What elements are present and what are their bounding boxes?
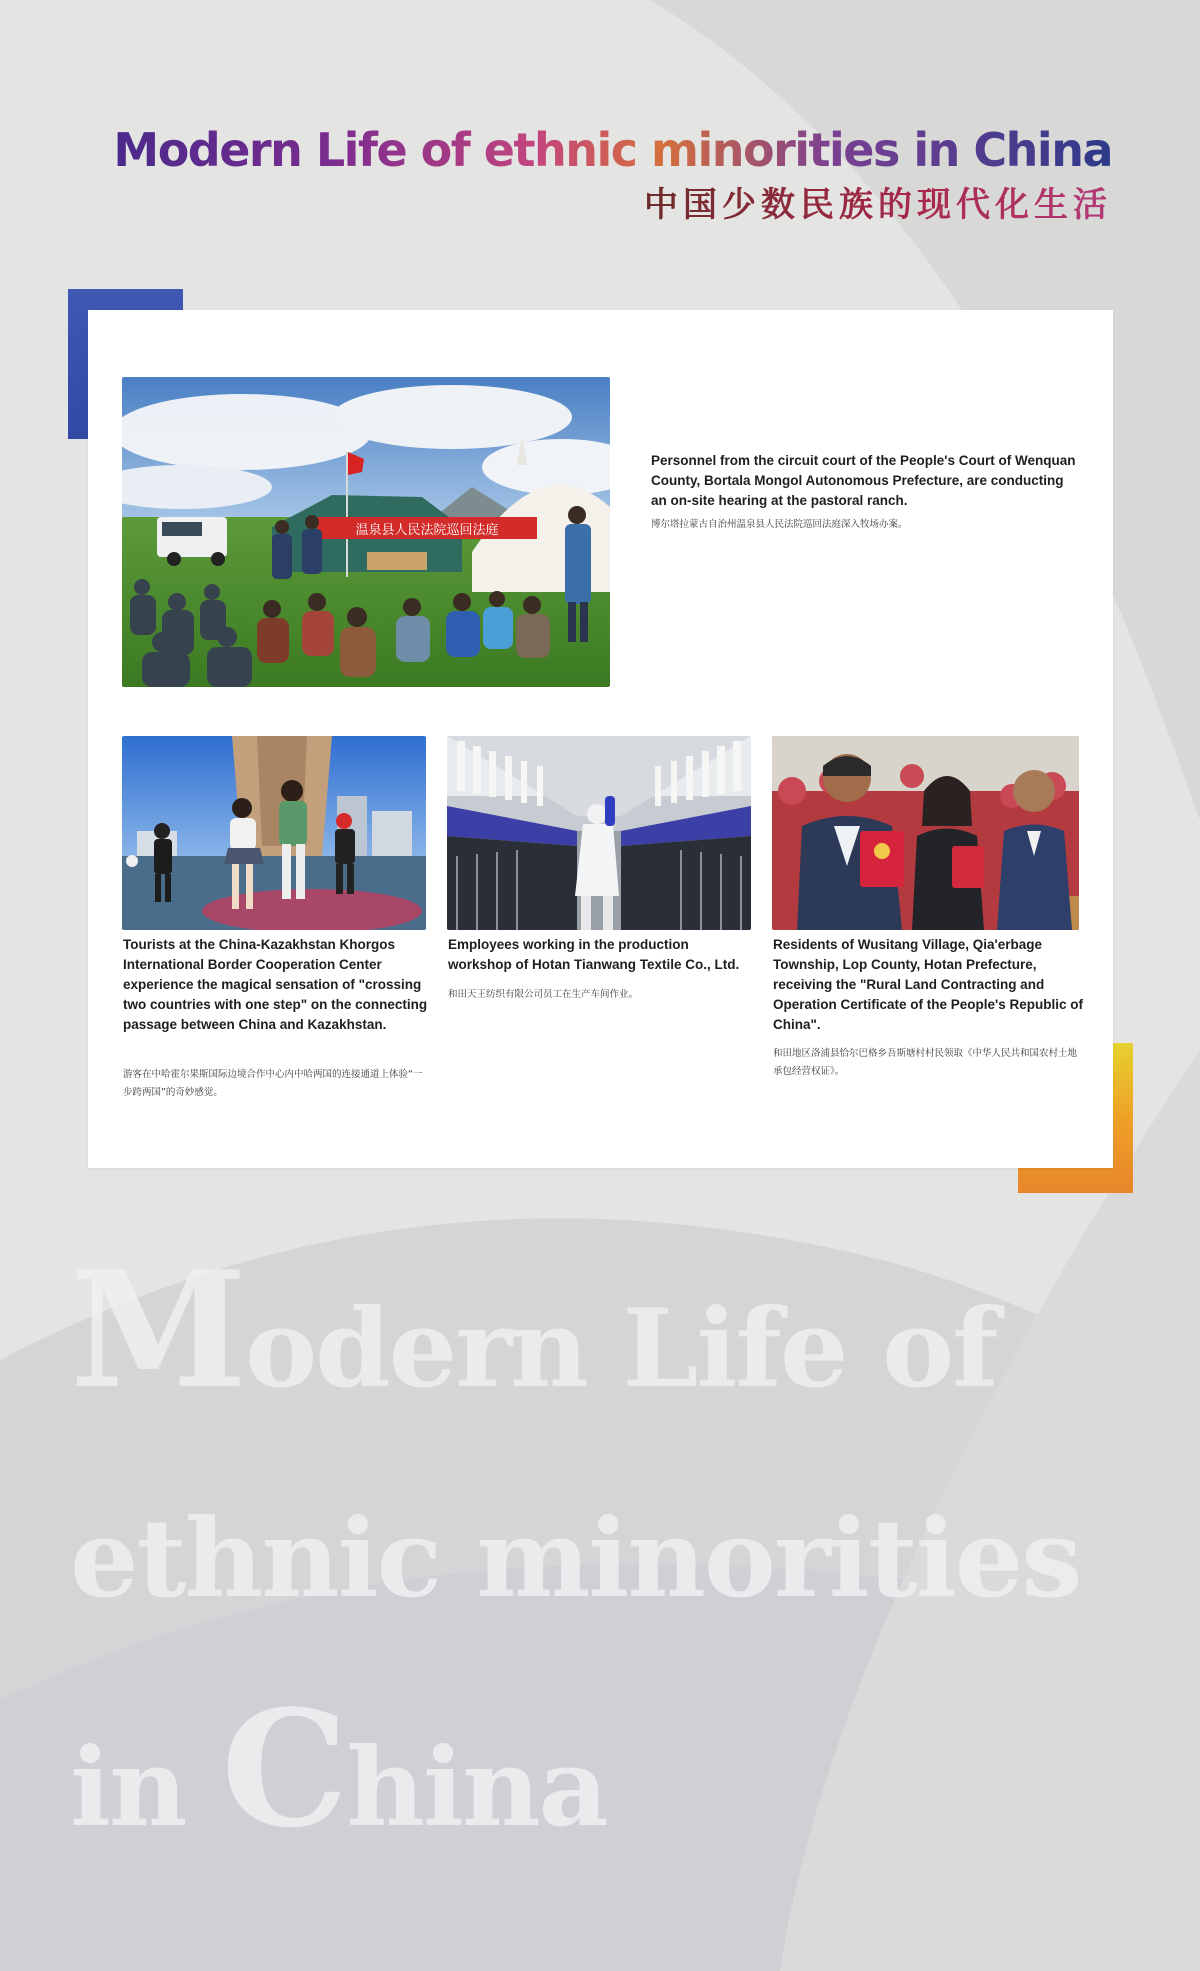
featured-caption-chinese: 博尔塔拉蒙古自治州温泉县人民法院巡回法庭深入牧场办案。: [651, 519, 908, 530]
land-certificate-photo: [772, 736, 1079, 930]
watermark-line-2: ethnic minorities: [70, 1496, 1081, 1622]
page-title-chinese: 中国少数民族的现代化生活: [113, 182, 1112, 228]
court-banner-text: 温泉县人民法院巡回法庭: [355, 523, 499, 538]
item-3-caption-english: Residents of Wusitang Village, Qia'erbage Township, Lop County, Hotan Prefecture, receiving the "Rural Land Contracting and Operation Certificate of the People's Republic of China".: [773, 937, 1084, 1032]
watermark-line-3: [70, 1664, 1150, 1893]
item-1-caption-chinese: 游客在中哈霍尔果斯国际边境合作中心内中哈两国的连接通道上体验“一步跨两国”的奇妙感觉。: [123, 1069, 423, 1098]
watermark-cap-m: M: [70, 1236, 246, 1424]
item-2-caption-english: Employees working in the production workshop of Hotan Tianwang Textile Co., Ltd.: [448, 937, 740, 972]
page-title-english: Modern Life of ethnic minorities in China: [113, 120, 1112, 180]
item-2-caption-chinese: 和田天王纺织有限公司员工在生产车间作业。: [448, 989, 639, 1000]
featured-caption-english: Personnel from the circuit court of the People's Court of Wenquan County, Bortala Mongol Autonomous Prefecture, are conducting an on-site hearing at the pastoral ranch.: [651, 453, 1076, 508]
item-3-caption-chinese: 和田地区洛浦县恰尔巴格乡吾斯塘村村民领取《中华人民共和国农村土地承包经营权证》。: [773, 1048, 1078, 1077]
circuit-court-hearing-photo: [122, 377, 610, 687]
item-1-caption-english: Tourists at the China-Kazakhstan Khorgos International Border Cooperation Center experience the magical sensation of "crossing two countries with one step" on the connecting passage between China and Kazakhstan.: [123, 937, 428, 1032]
content-card: [88, 310, 1113, 1168]
border-cooperation-center-photo: [122, 736, 426, 930]
textile-workshop-photo: [447, 736, 751, 930]
watermark-line-3-a: in: [70, 1725, 222, 1851]
watermark-cap-c: C: [221, 1675, 347, 1863]
watermark-line-3-rest: hina: [346, 1725, 607, 1851]
background-watermark-text: [70, 1225, 1150, 1893]
page-header: [113, 120, 1112, 228]
watermark-line-1: [70, 1225, 1150, 1454]
watermark-line-1-rest: odern Life of: [245, 1286, 997, 1412]
